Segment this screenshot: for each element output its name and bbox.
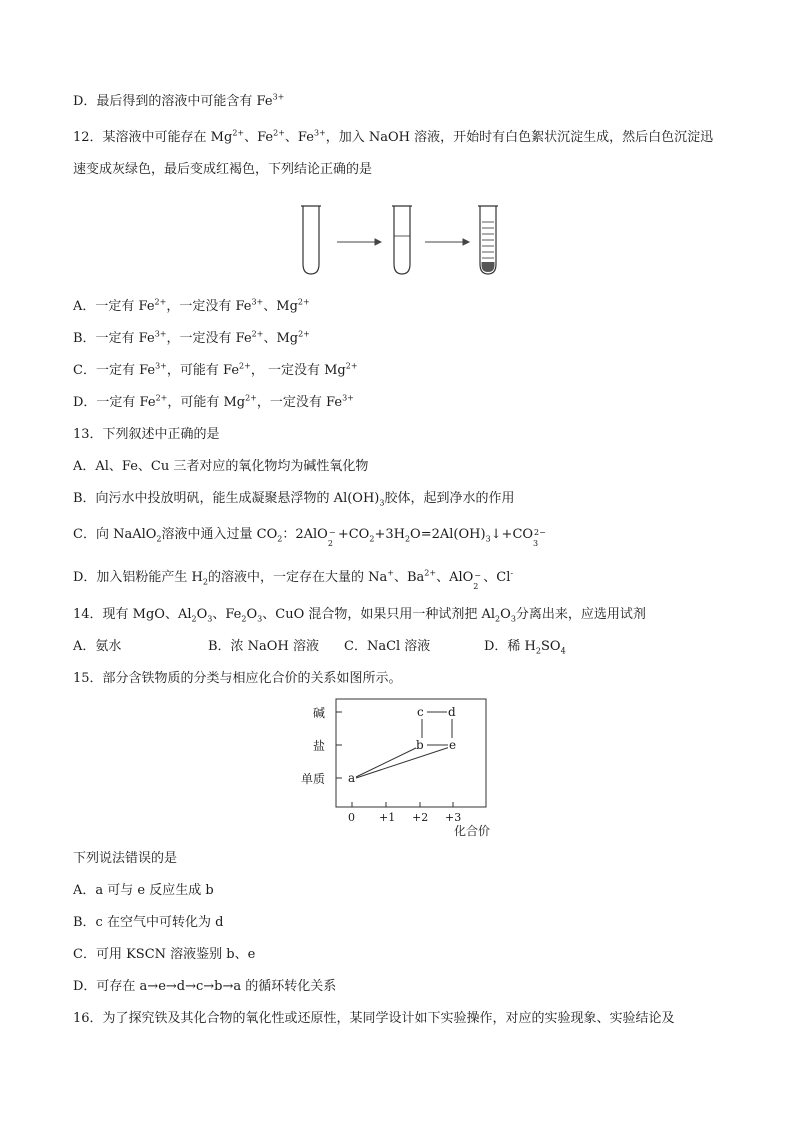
x-tick-plus3: +3: [445, 811, 462, 824]
arrow-icon: [337, 239, 381, 245]
y-label-base: 碱: [313, 706, 326, 720]
test-tube-white-precipitate: [392, 206, 412, 274]
test-tube-red-brown-precipitate: [478, 206, 498, 274]
q12-stem-line1: 12．某溶液中可能存在 $Mg^{2+}$、$Fe^{2+}$、$Fe^{3+}$，加入 NaOH 溶液，开始时有白色絮状沉淀生成，然后白色沉淀迅: [73, 128, 714, 145]
q16-stem: 16．为了探究铁及其化合物的氧化性或还原性，某同学设计如下实验操作，对应的实验现象、实验结论及: [73, 1011, 675, 1026]
q14-option-b: B．浓 NaOH 溶液: [208, 639, 319, 654]
q15-ask: 下列说法错误的是: [73, 851, 178, 866]
y-label-salt: 盐: [313, 739, 326, 753]
x-tick-plus2: +2: [412, 811, 429, 824]
q12-option-b: B．一定有 $Fe^{3+}$，一定没有 $Fe^{2+}$、$Mg^{2+}$: [73, 329, 310, 346]
test-tube-figure: [295, 200, 510, 278]
q13-option-d: D．加入铝粉能产生 $H_2$的溶液中，一定存在大量的 Na+、$Ba^{2+}$、AlO − 2 、Cl-: [73, 568, 514, 591]
point-c: c: [417, 705, 424, 719]
q15-option-d: D．可存在 a→e→d→c→b→a 的循环转化关系: [73, 979, 337, 994]
iron-valence-diagram: [298, 696, 498, 840]
q14-stem: 14．现有 MgO、$Al_2O_3$、$Fe_2O_3$、CuO 混合物，如果只用一种试剂把 $Al_2O_3$分离出来，应选用试剂: [73, 607, 646, 624]
q12-stem-line2: 速变成灰绿色，最后变成红褐色，下列结论正确的是: [73, 162, 373, 177]
q15-stem: 15．部分含铁物质的分类与相应化合价的关系如图所示。: [73, 671, 402, 686]
q14-options: [73, 637, 566, 657]
point-e: e: [449, 738, 457, 752]
q14-option-c: C．NaCl 溶液: [344, 639, 431, 654]
q13-option-a: A．Al、Fe、Cu 三者对应的氧化物均为碱性氧化物: [73, 459, 369, 474]
q13-option-b: B．向污水中投放明矾，能生成凝聚悬浮物的 $Al(OH)_3$胶体，起到净水的作用: [73, 491, 515, 508]
q15-option-a: A．a 可与 e 反应生成 b: [73, 883, 214, 898]
q15-option-b: B．c 在空气中可转化为 d: [73, 915, 224, 930]
arrow-icon: [425, 239, 469, 245]
point-a: a: [348, 771, 356, 785]
test-tube-empty: [301, 206, 321, 274]
q11-option-d: D．最后得到的溶液中可能含有 $Fe^{3+}$: [73, 92, 285, 109]
x-tick-plus1: +1: [379, 811, 396, 824]
q12-option-d: D．一定有 $Fe^{2+}$，可能有 $Mg^{2+}$，一定没有 $Fe^{3+}$: [73, 393, 354, 410]
q13-stem: 13．下列叙述中正确的是: [73, 427, 220, 442]
point-b: b: [416, 738, 424, 752]
y-label-element: 单质: [301, 772, 326, 786]
q13-option-c: C．向 NaAlO$_2$溶液中通入过量 $CO_2$：2AlO − 2 $+CO_2+3H_2O=2Al(OH)_3↓+CO$ 2− 3: [73, 527, 546, 548]
q12-option-c: C．一定有 $Fe^{3+}$，可能有 $Fe^{2+}$， 一定没有 $Mg^{2+}$: [73, 361, 358, 378]
q14-option-d: D．稀 $H_2SO_4$: [484, 639, 566, 656]
q15-option-c: C．可用 KSCN 溶液鉴别 b、e: [73, 947, 256, 962]
x-tick-0: 0: [348, 811, 355, 824]
x-axis-title: 化合价: [454, 824, 491, 838]
q12-option-a: A．一定有 $Fe^{2+}$，一定没有 $Fe^{3+}$、$Mg^{2+}$: [73, 297, 310, 314]
q14-option-a: A．氨水: [73, 639, 122, 654]
point-d: d: [448, 705, 456, 719]
